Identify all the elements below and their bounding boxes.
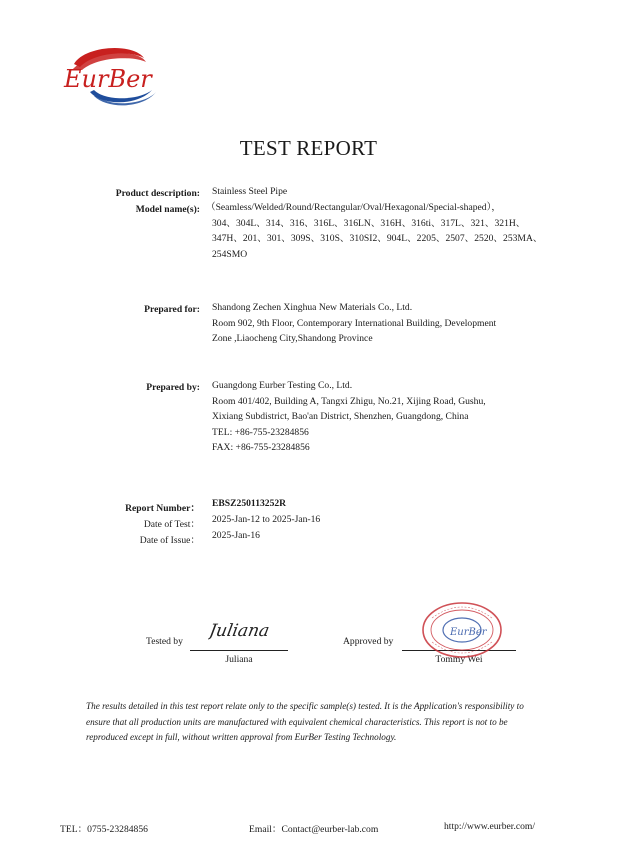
report-number-label: Report Number： — [125, 503, 200, 514]
tested-by-label: Tested by — [146, 636, 183, 647]
prepared-for-address: Shandong Zechen Xinghua New Materials Co., Ltd. Room 902, 9th Floor, Contemporary International Building, Development Zone ,Liaocheng City,Shandong Province — [212, 302, 497, 344]
tested-by-line — [190, 650, 288, 651]
footer-email[interactable]: Email：Contact@eurber-lab.com — [249, 824, 379, 835]
logo-text: EurBer — [64, 65, 152, 93]
model-names-value: （Seamless/Welded/Round/Rectangular/Oval/Hexagonal/Special-shaped）， 304、304L、314、316、316L、316LN、316H、316ti、317L、321、321H、 347H、201、301、309S、310S、310SI2、904L、2205、2507、2520、253MA、 254SMO — [206, 202, 543, 260]
svg-text:Juliana: Juliana — [208, 621, 271, 641]
date-of-issue-label: Date of Issue： — [139, 535, 200, 546]
company-logo — [60, 40, 170, 112]
prepared-by-address: Guangdong Eurber Testing Co., Ltd. Room 401/402, Building A, Tangxi Zhigu, No.21, Xijing Road, Gushu, Xixiang Subdistrict, Bao'an District, Shenzhen, Guangdong, China TEL: +86-755-23284856 FAX: +86-755-23284856 — [212, 380, 486, 453]
approved-by-label: Approved by — [343, 636, 394, 647]
prepared-for-label: Prepared for: — [144, 304, 200, 315]
date-of-test-label: Date of Test： — [143, 519, 200, 530]
footer-tel: TEL：0755-23284856 — [60, 824, 148, 835]
footer-website-link[interactable]: http://www.eurber.com/ — [444, 821, 536, 832]
seal-stamp-icon — [420, 600, 504, 660]
eurber-logo-icon — [60, 40, 170, 112]
handwritten-signature-icon — [208, 616, 278, 644]
tested-by-name: Juliana — [225, 654, 253, 665]
svg-text:EurBer: EurBer — [450, 627, 487, 638]
model-names-label: Model name(s): — [135, 204, 200, 215]
tested-by-signature — [208, 616, 278, 644]
product-description-value: Stainless Steel Pipe — [212, 186, 288, 197]
prepared-by-label: Prepared by: — [146, 382, 200, 393]
approved-by-name: Tommy Wei — [435, 654, 483, 665]
disclaimer-text: The results detailed in this test report relate only to the specific sample(s) tested. It is the Application's responsibility to ensure that all production units are manufactured with equivalent chemical characteristics. This report is not to be reproduced except in full, without written approval from EurBer Testing Technology. — [86, 701, 524, 743]
company-stamp — [420, 600, 504, 660]
date-of-issue-value: 2025-Jan-16 — [212, 530, 260, 541]
product-description-label: Product description: — [115, 188, 200, 199]
report-number-value: EBSZ250113252R — [212, 498, 287, 509]
date-of-test-value: 2025-Jan-12 to 2025-Jan-16 — [212, 514, 321, 525]
page-title: TEST REPORT — [239, 136, 378, 160]
